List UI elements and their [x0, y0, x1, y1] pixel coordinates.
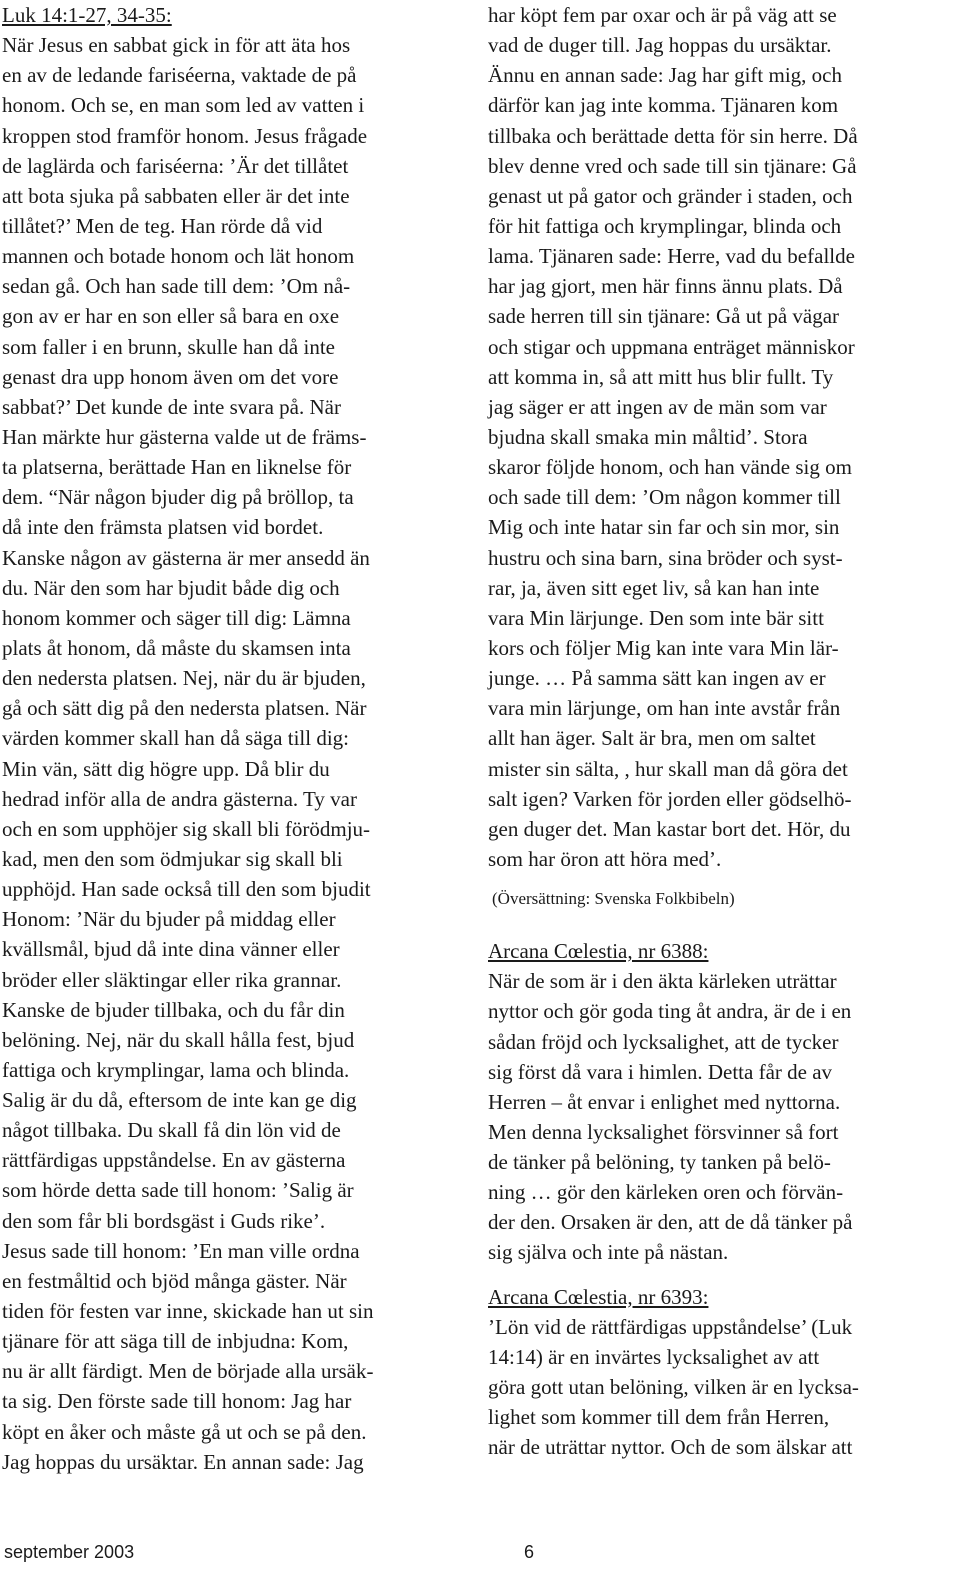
text-line: ning … gör den kärleken oren och förvän- [488, 1180, 844, 1205]
text-line: Han märkte hur gästerna valde ut de främs- [2, 424, 367, 449]
text-line: den nedersta platsen. Nej, när du är bjuden, [2, 666, 366, 691]
text-line: kad, men den som ödmjukar sig skall bli [2, 846, 343, 871]
text-line: allt han äger. Salt är bra, men om saltet [488, 726, 816, 751]
text-line: När Jesus en sabbat gick in för att äta hos [2, 33, 351, 58]
text-line: gon av er har en son eller så bara en oxe [2, 304, 340, 329]
text-line: har köpt fem par oxar och är på väg att se [488, 3, 837, 27]
text-line: Min vän, sätt dig högre upp. Då blir du [2, 756, 330, 781]
text-line: belöning. Nej, när du skall hålla fest, bjud [2, 1027, 355, 1052]
text-line: Mig och inte hatar sin far och sin mor, sin [488, 515, 840, 540]
text-line: vara min lärjunge, om han inte avstår från [488, 696, 841, 721]
text-line: vara Min lärjunge. Den som inte bär sitt [488, 605, 824, 630]
section-spacer [488, 914, 956, 936]
text-line: Jag hoppas du ursäktar. En annan sade: Jag [2, 1449, 364, 1474]
text-line: nu är allt färdigt. Men de började alla ursäk- [2, 1359, 374, 1384]
text-line: Kanske de bjuder tillbaka, och du får din [2, 997, 345, 1022]
text-line: skaror följde honom, och han vände sig om [488, 455, 852, 480]
text-line: för hit fattiga och krymplingar, blinda och [488, 213, 842, 238]
text-line: gå och sätt dig på den nedersta platsen. När [2, 696, 367, 721]
text-line: junge. … På samma sätt kan ingen av er [488, 666, 826, 691]
text-line: hedrad inför alla de andra gästerna. Ty var [2, 786, 357, 811]
text-line: blev denne vred och sade till sin tjänare: Gå [488, 153, 857, 178]
text-line: har jag gjort, men här finns ännu plats. Då [488, 274, 843, 299]
text-line: gen duger det. Man kastar bort det. Hör, du [488, 816, 851, 841]
text-line: den som får bli bordsgäst i Guds rike’. [2, 1208, 326, 1233]
text-line: jag säger er att ingen av de män som var [488, 394, 827, 419]
text-line: när de uträttar nyttor. Och de som älskar att [488, 1435, 853, 1460]
text-line: lama. Tjänaren sade: Herre, vad du befallde [488, 244, 855, 269]
text-line: att bota sjuka på sabbaten eller är det inte [2, 183, 350, 208]
footer-date: september 2003 [4, 1542, 135, 1562]
text-line: sabbat?’ Det kunde de inte svara på. När [2, 394, 341, 419]
text-line: sig själva och inte på nästan. [488, 1240, 729, 1265]
text-line: och sade till dem: ’Om någon kommer till [488, 485, 841, 510]
text-line: en festmåltid och bjöd många gäster. När [2, 1268, 347, 1293]
arcana-6388-text [488, 966, 956, 1267]
text-line: köpt en åker och måste gå ut och se på den. [2, 1419, 367, 1444]
text-line: mannen och botade honom och lät honom [2, 244, 355, 269]
text-line: Honom: ’När du bjuder på middag eller [2, 907, 336, 932]
text-line: vad de duger till. Jag hoppas du ursäktar. [488, 33, 832, 58]
text-line: plats åt honom, då måste du skamsen inta [2, 635, 351, 660]
text-line: tjänare för att säga till de inbjudna: Kom, [2, 1329, 349, 1354]
text-line: och stigar och uppmana enträget människor [488, 334, 855, 359]
section-spacer [488, 1268, 956, 1282]
text-line: hustru och sina barn, sina bröder och syst- [488, 545, 843, 570]
text-line: rar, ja, även sitt eget liv, så kan han inte [488, 575, 820, 600]
text-line: tiden för festen var inne, skickade han ut sin [2, 1299, 374, 1324]
text-line: du. När den som har bjudit både dig och [2, 575, 340, 600]
arcana-6393-heading: Arcana Cœlestia, nr 6393: [488, 1284, 709, 1309]
text-line: 14:14) är en invärtes lycksalighet av att [488, 1344, 820, 1369]
text-line: ta sig. Den förste sade till honom: Jag har [2, 1389, 352, 1414]
scripture-reference-heading: Luk 14:1-27, 34-35: [2, 3, 172, 27]
text-line: Jesus sade till honom: ’En man ville ordna [2, 1238, 360, 1263]
text-line: något tillbaka. Du skall få din lön vid de [2, 1118, 341, 1143]
text-line: fattiga och krymplingar, lama och blinda. [2, 1057, 350, 1082]
page-number: 6 [524, 1542, 535, 1562]
left-column [2, 0, 472, 1477]
scripture-text-continued [488, 0, 956, 874]
text-line: en av de ledande fariséerna, vaktade de på [2, 63, 357, 88]
text-line: värden kommer skall han då säga till dig: [2, 726, 349, 751]
text-line: der den. Orsaken är den, att de då tänker på [488, 1210, 853, 1235]
text-line: därför kan jag inte komma. Tjänaren kom [488, 93, 839, 118]
text-line: att komma in, så att mitt hus blir fullt. Ty [488, 364, 834, 389]
text-line: bjudna skall smaka min måltid’. Stora [488, 424, 808, 449]
text-line: göra gott utan belöning, vilken är en lycksa- [488, 1375, 859, 1400]
text-line: nyttor och gör goda ting åt andra, är de i en [488, 999, 852, 1024]
page-footer [4, 1542, 956, 1570]
text-line: honom kommer och säger till dig: Lämna [2, 605, 351, 630]
text-line: sade herren till sin tjänare: Gå ut på vägar [488, 304, 840, 329]
text-line: sådan fröjd och lycksalighet, att de tycker [488, 1029, 839, 1054]
text-line: tillbaka och berättade detta för sin herre. Då [488, 123, 858, 148]
text-line: sig först då vara i himlen. Detta får de av [488, 1059, 833, 1084]
text-line: När de som är i den äkta kärleken uträttar [488, 969, 837, 994]
arcana-6388-heading: Arcana Cœlestia, nr 6388: [488, 939, 709, 964]
text-line: ta platserna, berättade Han en liknelse för [2, 455, 352, 480]
text-line: tillåtet?’ Men de teg. Han rörde då vid [2, 213, 323, 238]
text-line: som har öron att höra med’. [488, 846, 722, 871]
right-column [488, 0, 956, 1462]
text-line: honom. Och se, en man som led av vatten i [2, 93, 365, 118]
text-line: sedan gå. Och han sade till dem: ’Om nå- [2, 274, 351, 299]
text-line: som faller i en brunn, skulle han då inte [2, 334, 335, 359]
translation-note: (Översättning: Svenska Folkbibeln) [492, 889, 735, 909]
text-line: Herren – åt envar i enlighet med nyttorna. [488, 1089, 841, 1114]
arcana-6393-text [488, 1312, 956, 1463]
text-line: salt igen? Varken för jorden eller gödselhö- [488, 786, 852, 811]
text-line: Ännu en annan sade: Jag har gift mig, och [488, 63, 842, 88]
text-line: mister sin sälta, , hur skall man då göra det [488, 756, 848, 781]
text-line: kors och följer Mig kan inte vara Min lär- [488, 635, 839, 660]
text-line: och en som upphöjer sig skall bli förödmju- [2, 816, 371, 841]
text-line: rättfärdigas uppståndelse. En av gästerna [2, 1148, 346, 1173]
text-line: upphöjd. Han sade också till den som bjudit [2, 877, 371, 902]
text-line: Salig är du då, eftersom de inte kan ge dig [2, 1088, 357, 1113]
text-line: som hörde detta sade till honom: ’Salig är [2, 1178, 354, 1203]
text-line: dem. “När någon bjuder dig på bröllop, ta [2, 485, 354, 510]
text-line: de tänker på belöning, ty tanken på belö- [488, 1150, 831, 1175]
text-line: bröder eller släktingar eller rika grannar. [2, 967, 342, 992]
text-line: kroppen stod framför honom. Jesus frågade [2, 123, 368, 148]
text-line: genast ut på gator och gränder i staden, och [488, 183, 853, 208]
text-line: ’Lön vid de rättfärdigas uppståndelse’ (Luk [488, 1314, 853, 1339]
text-line: genast dra upp honom även om det vore [2, 364, 339, 389]
text-line: kvällsmål, bjud då inte dina vänner eller [2, 937, 340, 962]
scripture-text [2, 30, 472, 1477]
text-line: lighet som kommer till dem från Herren, [488, 1405, 830, 1430]
text-line: de laglärda och fariséerna: ’Är det tillåtet [2, 153, 349, 178]
text-line: då inte den främsta platsen vid bordet. [2, 515, 324, 540]
text-line: Men denna lycksalighet försvinner så fort [488, 1119, 839, 1144]
text-line: Kanske någon av gästerna är mer ansedd än [2, 545, 370, 570]
